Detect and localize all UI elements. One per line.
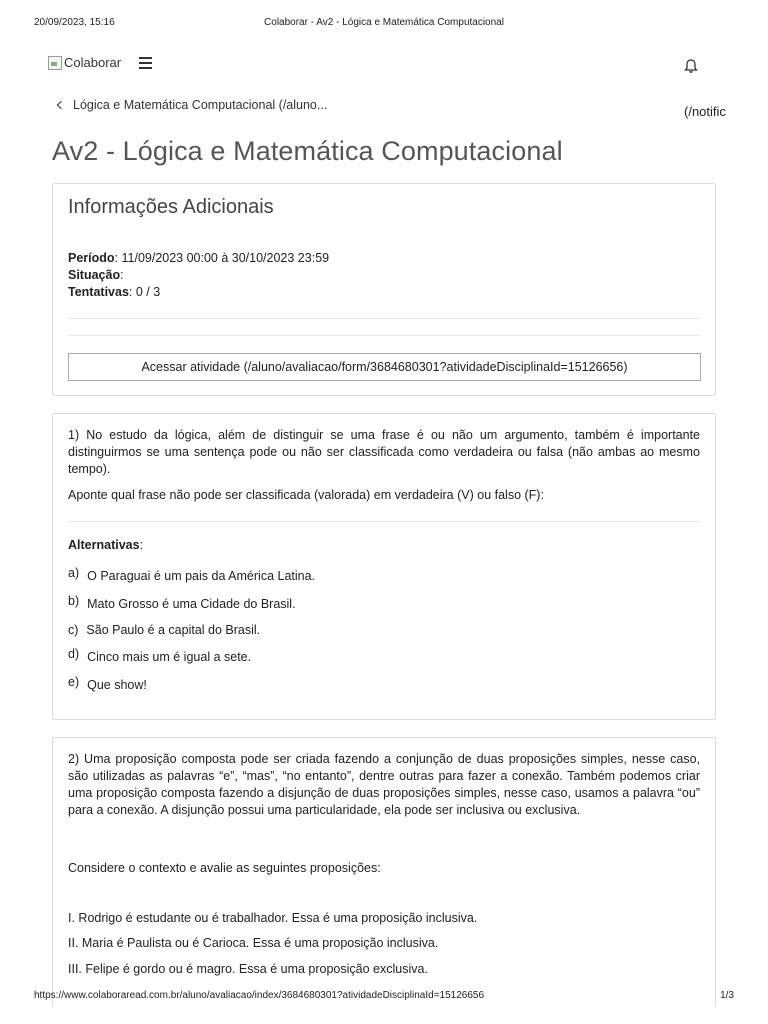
periodo-row [68,250,329,267]
question-1-card [52,413,716,720]
question-2-context: Considere o contexto e avalie as seguintes proposições: [68,861,381,875]
alternative-d[interactable] [68,647,252,664]
question-2-text: 2) Uma proposição composta pode ser criada fazendo a conjunção de duas proposições simples, nesse caso, são utilizadas as palavras “e”, “mas”, “no entanto”, dentre outras para fazer a conexão. Também podemos criar uma proposição composta fazendo a disjunção de duas proposições simples, nesse caso, usamos a palavra “ou” para a conexão. A disjunção possui uma particularidade, ela pode ser inclusiva ou exclusiva. [68,752,700,817]
alternative-text: São Paulo é a capital do Brasil. [86,623,261,637]
print-header [0,17,768,31]
alternative-letter: a) [68,566,80,580]
print-footer [0,990,768,1004]
print-url: https://www.colaboraread.com.br/aluno/avaliacao/index/3684680301?atividadeDisciplinaId=15126656 [34,990,485,1001]
tentativas-label: Tentativas [68,285,129,299]
question-1-prompt: Aponte qual frase não pode ser classificada (valorada) em verdadeira (V) ou falso (F): [68,488,544,502]
alternative-b[interactable] [68,594,296,611]
alternative-text: Que show! [87,678,147,692]
alternative-text: O Paraguai é um pais da América Latina. [87,569,316,583]
alternatives-heading: Alternativas: [68,538,144,552]
chevron-left-icon [57,101,65,109]
alternative-text: Mato Grosso é uma Cidade do Brasil. [87,597,296,611]
question-2-card [52,737,716,1007]
breadcrumb-back-link[interactable] [56,98,327,112]
periodo-label: Período [68,251,115,265]
colaborar-logo[interactable] [48,55,121,70]
page-title: Av2 - Lógica e Matemática Computacional [52,136,563,166]
alternatives-label: Alternativas [68,538,140,552]
tentativas-row [68,284,329,301]
info-details [68,250,329,301]
alternative-letter: b) [68,594,80,608]
question-1-text: 1) No estudo da lógica, além de distinguir se uma frase é ou não um argumento, também é importante distinguirmos se uma sentença pode ou não ser classificada como verdadeira ou falsa (não ambas ao mesmo tempo). [68,428,700,476]
proposition-item: III. Felipe é gordo ou é magro. Essa é uma proposição exclusiva. [68,962,428,976]
info-card-title: Informações Adicionais [68,196,274,218]
additional-info-card [52,183,716,396]
proposition-item: I. Rodrigo é estudante ou é trabalhador. Essa é uma proposição inclusiva. [68,911,478,925]
bell-icon[interactable] [684,58,698,74]
hamburger-menu-icon[interactable] [139,57,152,69]
broken-image-icon [48,56,62,70]
situacao-value: : [120,268,124,282]
breadcrumb-label: Lógica e Matemática Computacional (/aluno... [73,98,328,112]
print-datetime: 20/09/2023, 15:16 [34,17,115,28]
logo-alt-text: Colaborar [64,55,122,70]
tentativas-value: : 0 / 3 [128,285,161,299]
divider [68,521,700,522]
print-page-number: 1/3 [720,990,734,1001]
divider [68,318,700,319]
alternative-e[interactable] [68,675,147,692]
alternative-c[interactable] [68,623,260,637]
print-doc-title: Colaborar - Av2 - Lógica e Matemática Computacional [264,17,504,28]
proposition-item: II. Maria é Paulista ou é Carioca. Essa é uma proposição inclusiva. [68,936,439,950]
alternative-text: Cinco mais um é igual a sete. [87,650,252,664]
top-navbar [48,55,720,77]
periodo-value: : 11/09/2023 00:00 à 30/10/2023 23:59 [114,251,330,265]
alternative-letter: e) [68,675,80,689]
situacao-label: Situação [68,268,121,282]
alternative-letter: c) [68,623,79,637]
alternative-a[interactable] [68,566,316,583]
notifications-link[interactable]: (/notific [684,104,726,119]
divider [68,335,700,336]
situacao-row [68,267,329,284]
alternative-letter: d) [68,647,80,661]
access-activity-button[interactable]: Acessar atividade (/aluno/avaliacao/form/3684680301?atividadeDisciplinaId=15126656) [68,353,701,381]
